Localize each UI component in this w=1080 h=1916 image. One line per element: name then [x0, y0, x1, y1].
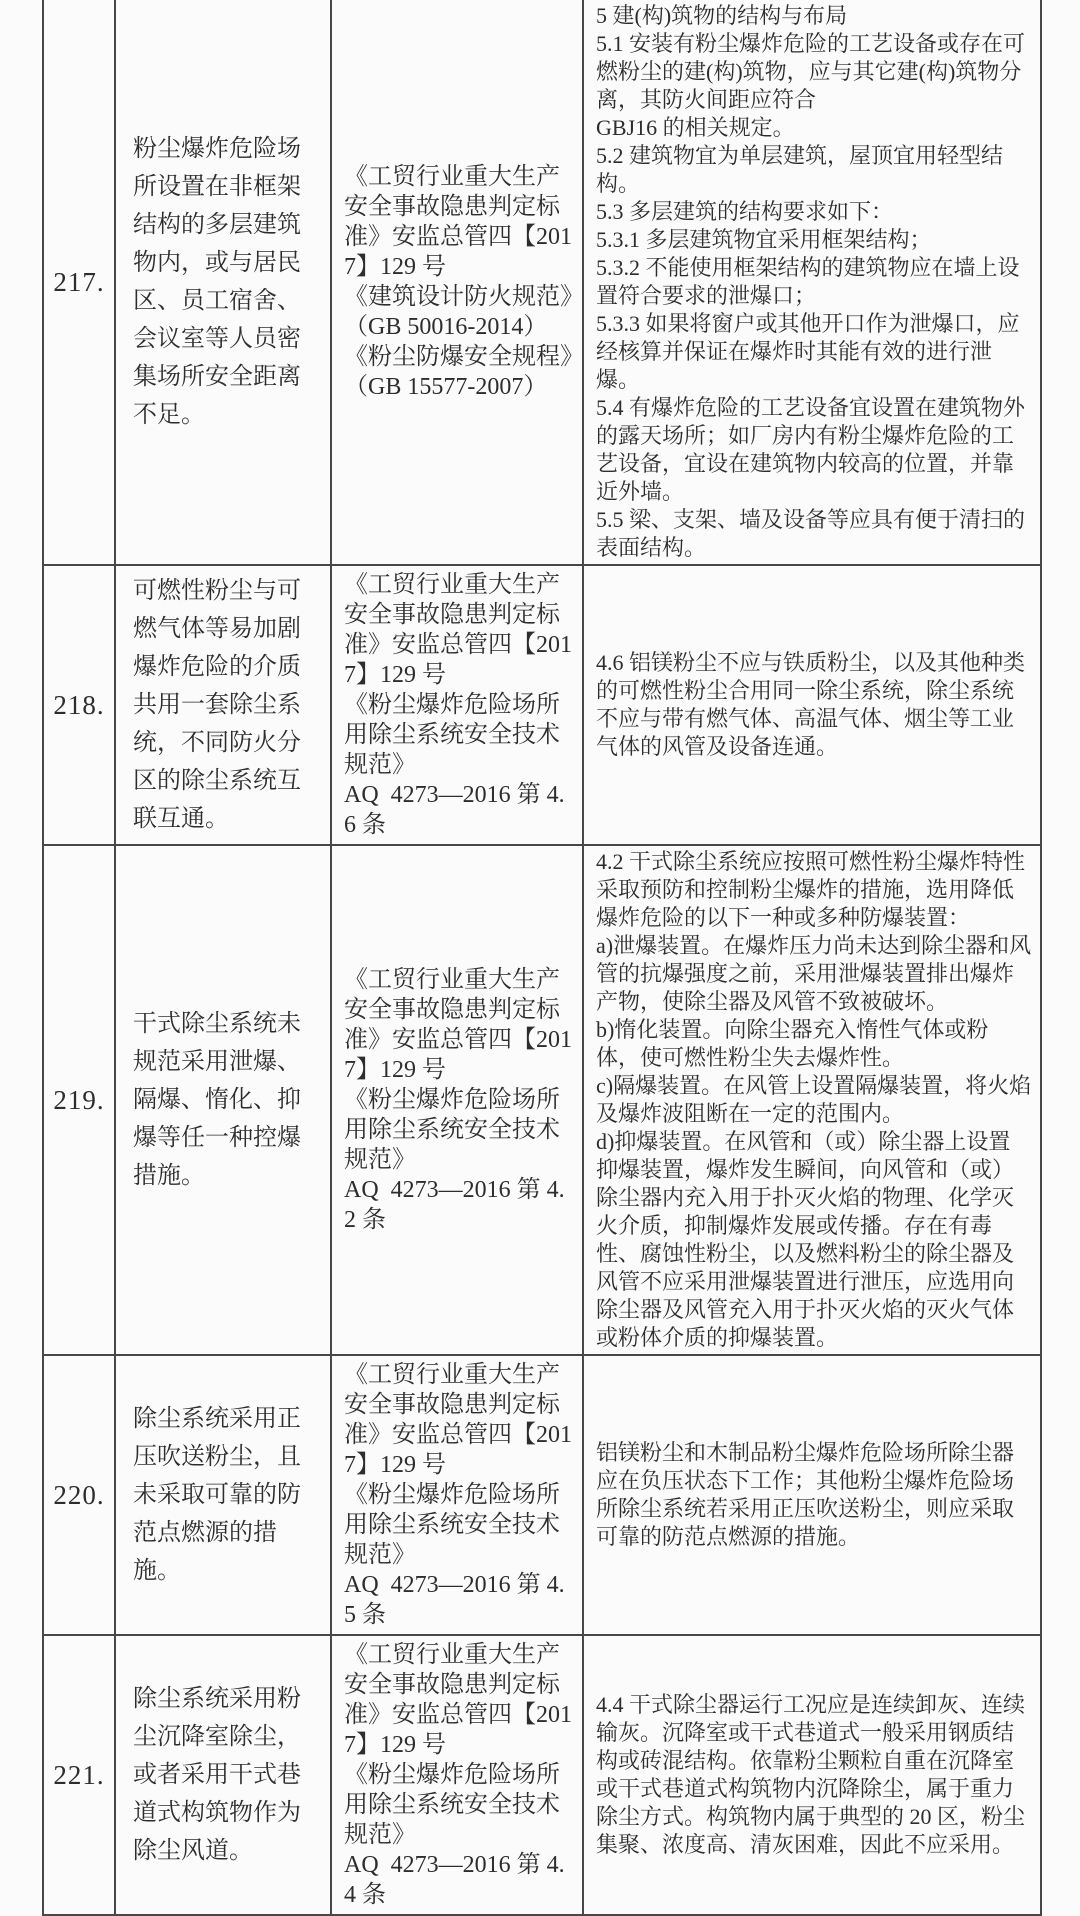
hazard-description-text: 干式除尘系统未规范采用泄爆、隔爆、惰化、抑爆等任一种控爆措施。	[133, 1011, 301, 1189]
row-number-text: 220.	[53, 1479, 105, 1510]
basis-standards-text: 《工贸行业重大生产安全事故隐患判定标准》安监总管四【2017】129 号 《建筑设计防火规范》（GB 50016-2014） 《粉尘防爆安全规程》（GB 15577-2007）	[344, 164, 572, 400]
requirement-detail-text: 铝镁粉尘和木制品粉尘爆炸危险场所除尘器应在负压状态下工作；其他粉尘爆炸危险场所除尘系统若采用正压吹送粉尘，则应采取可靠的防范点燃源的措施。	[596, 1440, 1015, 1549]
basis-standards-cell	[331, 0, 583, 565]
requirement-detail-cell	[583, 0, 1041, 565]
requirement-detail-text: 5 建(构)筑物的结构与布局 5.1 安装有粉尘爆炸危险的工艺设备或存在可燃粉尘的建(构)筑物，应与其它建(构)筑物分离，其防火间距应符合 GBJ16 的相关规定。 5.2 建筑物宜为单层建筑，屋顶宜用轻型结构。 5.3 多层建筑的结构要求如下： 5.3.1 多层建筑物宜采用框架结构； 5.3.2 不能使用框架结构的建筑物应在墙上设置符合要求的泄爆口； 5.3.3 如果将窗户或其他开口作为泄爆口，应经核算并保证在爆炸时其能有效的进行泄爆。 5.4 有爆炸危险的工艺设备宜设置在建筑物外的露天场所；如厂房内有粉尘爆炸危险的工艺设备，宜设在建筑物内较高的位置，并靠近外墙。 5.5 梁、支架、墙及设备等应具有便于清扫的表面结构。	[596, 3, 1026, 560]
requirement-detail-cell	[583, 845, 1041, 1355]
basis-standards-cell	[331, 845, 583, 1355]
hazard-description-text: 粉尘爆炸危险场所设置在非框架结构的多层建筑物内，或与居民区、员工宿舍、会议室等人员密集场所安全距离不足。	[133, 136, 301, 428]
basis-standards-cell	[331, 1635, 583, 1915]
row-number-text: 221.	[53, 1759, 105, 1790]
table-row	[43, 1635, 1041, 1915]
row-number	[43, 0, 115, 565]
requirement-detail-text: 4.6 铝镁粉尘不应与铁质粉尘，以及其他种类的可燃性粉尘合用同一除尘系统，除尘系统不应与带有燃气体、高温气体、烟尘等工业气体的风管及设备连通。	[596, 650, 1026, 759]
requirement-detail-text: 4.4 干式除尘器运行工况应是连续卸灰、连续输灰。沉降室或干式巷道式一般采用钢质结构或砖混结构。依靠粉尘颗粒自重在沉降室或干式巷道式构筑物内沉降除尘，属于重力除尘方式。构筑物内属于典型的 20 区，粉尘集聚、浓度高、清灰困难，因此不应采用。	[596, 1692, 1026, 1857]
requirement-detail-cell	[583, 1355, 1041, 1635]
hazard-description-cell	[115, 1635, 331, 1915]
hazard-description-cell	[115, 1355, 331, 1635]
hazard-description-cell	[115, 0, 331, 565]
row-number	[43, 565, 115, 845]
requirement-detail-cell	[583, 1635, 1041, 1915]
requirement-detail-cell	[583, 565, 1041, 845]
basis-standards-text: 《工贸行业重大生产安全事故隐患判定标准》安监总管四【2017】129 号 《粉尘爆炸危险场所用除尘系统安全技术规范》 AQ 4273—2016 第 4.5 条	[344, 1362, 572, 1628]
table-row	[43, 1355, 1041, 1635]
hazard-description-text: 除尘系统采用粉尘沉降室除尘，或者采用干式巷道式构筑物作为除尘风道。	[133, 1686, 301, 1864]
basis-standards-text: 《工贸行业重大生产安全事故隐患判定标准》安监总管四【2017】129 号 《粉尘爆炸危险场所用除尘系统安全技术规范》 AQ 4273—2016 第 4.2 条	[344, 967, 572, 1233]
row-number-text: 217.	[53, 266, 105, 297]
row-number-text: 218.	[53, 689, 105, 720]
table-row	[43, 565, 1041, 845]
table-row	[43, 845, 1041, 1355]
hazard-description-text: 可燃性粉尘与可燃气体等易加剧爆炸危险的介质共用一套除尘系统，不同防火分区的除尘系统互联互通。	[133, 578, 301, 832]
basis-standards-cell	[331, 1355, 583, 1635]
hazard-description-text: 除尘系统采用正压吹送粉尘，且未采取可靠的防范点燃源的措施。	[133, 1406, 301, 1584]
hazard-description-cell	[115, 845, 331, 1355]
table-row	[43, 0, 1041, 565]
basis-standards-cell	[331, 565, 583, 845]
basis-standards-text: 《工贸行业重大生产安全事故隐患判定标准》安监总管四【2017】129 号 《粉尘爆炸危险场所用除尘系统安全技术规范》 AQ 4273—2016 第 4.4 条	[344, 1642, 572, 1908]
row-number	[43, 845, 115, 1355]
row-number	[43, 1355, 115, 1635]
row-number	[43, 1635, 115, 1915]
hazard-table	[42, 0, 1042, 1916]
requirement-detail-text: 4.2 干式除尘系统应按照可燃性粉尘爆炸特性采取预防和控制粉尘爆炸的措施，选用降低爆炸危险的以下一种或多种防爆装置： a)泄爆装置。在爆炸压力尚未达到除尘器和风管的抗爆强度之前，采用泄爆装置排出爆炸产物，使除尘器及风管不致被破坏。 b)惰化装置。向除尘器充入惰性气体或粉体，使可燃性粉尘失去爆炸性。 c)隔爆装置。在风管上设置隔爆装置，将火焰及爆炸波阻断在一定的范围内。 d)抑爆装置。在风管和（或）除尘器上设置抑爆装置，爆炸发生瞬间，向风管和（或）除尘器内充入用于扑灭火焰的物理、化学灭火介质，抑制爆炸发展或传播。存在有毒性、腐蚀性粉尘，以及燃料粉尘的除尘器及风管不应采用泄爆装置进行泄压，应选用向除尘器及风管充入用于扑灭火焰的灭火气体或粉体介质的抑爆装置。	[596, 849, 1032, 1350]
basis-standards-text: 《工贸行业重大生产安全事故隐患判定标准》安监总管四【2017】129 号 《粉尘爆炸危险场所用除尘系统安全技术规范》 AQ 4273—2016 第 4.6 条	[344, 572, 572, 838]
hazard-description-cell	[115, 565, 331, 845]
row-number-text: 219.	[53, 1084, 105, 1115]
